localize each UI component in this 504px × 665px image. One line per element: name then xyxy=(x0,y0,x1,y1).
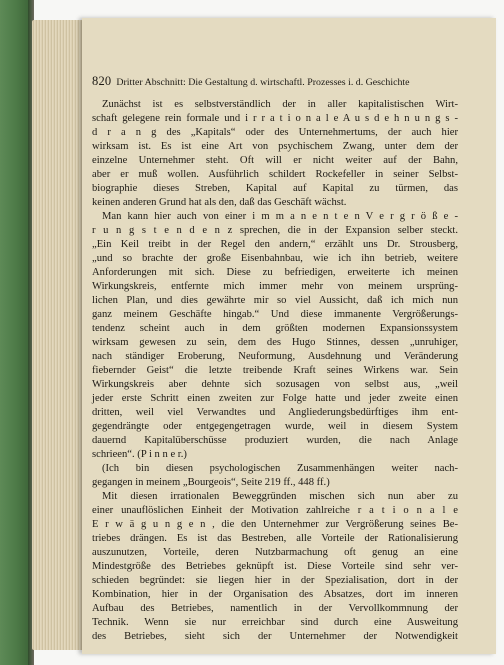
page-header xyxy=(92,74,491,89)
text-line: dauernd Kapitalüberschüsse produziert wurden, die nach Anlage xyxy=(92,435,458,446)
text-line: ganz meinem Geschäfte hingab.“ Und diese immanente Vergrößerungs- xyxy=(92,309,458,320)
text-line: (Ich bin diesen psychologischen Zusammenhängen weiter nach- xyxy=(102,463,458,474)
text-line: wirksam gewesen zu sein, dem des Hugo Stinnes, dessen „unruhiger, xyxy=(92,337,458,348)
text-line: auszunutzen, Vorteile, deren Nutzbarmachung oft genug an eine xyxy=(92,547,458,558)
text-line: Wirkungskreis, entfernte mich immer mehr von meinem ursprüng- xyxy=(92,281,458,292)
text-line: aber er muß wollen. Ausführlich schildert Rockefeller in seiner Selbst- xyxy=(92,169,458,180)
text-line: schaft gelegene rein formale und i r r a t i o n a l e A u s d e h n u n g s - xyxy=(92,113,458,124)
book-cover-green xyxy=(0,0,30,665)
text-line: biographie dieses Streben, Kapital auf Kapital zu türmen, das xyxy=(92,183,458,194)
text-line: dritten, weil viel Verwandtes und Angliederungsbedürftiges ihm ent- xyxy=(92,407,458,418)
text-line: d r a n g des „Kapitals“ oder des Unternehmertums, der auch hier xyxy=(92,127,458,138)
text-line: Aufbau des Betriebes, namentlich in der Vervollkommnung der xyxy=(92,603,458,614)
text-line: Wirkungskreis aber dehnte sich sozusagen von selbst aus, „weil xyxy=(92,379,458,390)
text-line: wirksam ist. Es ist eine Art von psychischem Zwang, unter dem der xyxy=(92,141,458,152)
text-line: des Betriebes, sieht sich der Unternehmer der Notwendigkeit xyxy=(92,631,458,642)
text-line: „und so brachte der große Eisenbahnbau, wie ich ihn betrieb, weitere xyxy=(92,253,458,264)
text-line: gegangen in meinem „Bourgeois“, Seite 219 ff., 448 ff.) xyxy=(92,477,330,488)
page-text xyxy=(92,0,491,665)
text-line: schieden begründet: sie liegen hier in der Spezialisation, dort in der xyxy=(92,575,458,586)
text-line: Kombination, hier in der Organisation des Absatzes, dort im inneren xyxy=(92,589,458,600)
text-line: Zunächst ist es selbstverständlich der in aller kapitalistischen Wirt- xyxy=(102,99,458,110)
text-line: keinen anderen Grund hat als den, daß das Geschäft wächst. xyxy=(92,197,347,208)
text-line: einer unauflöslichen Einheit der Motivation zahlreiche r a t i o n a l e xyxy=(92,505,458,516)
running-head: Dritter Abschnitt: Die Gestaltung d. wirtschaftl. Prozesses i. d. Geschichte xyxy=(116,77,410,88)
text-line: triebes drängen. Es ist das Bestreben, alle Vorteile der Rationalisierung xyxy=(92,533,458,544)
text-line: Technik. Wenn sie nur erreichbar sind durch eine Ausweitung xyxy=(92,617,458,628)
text-line: Mit diesen irrationalen Beweggründen mischen sich nun aber zu xyxy=(102,491,458,502)
text-line: E r w ä g u n g e n , die den Unternehmer zur Vergrößerung seines Be- xyxy=(92,519,458,530)
text-line: Anforderungen mit sich. Diese zu befriedigen, erweiterte ich meinen xyxy=(92,267,458,278)
text-line: r u n g s t e n d e n z sprechen, die in der Expansion selber steckt. xyxy=(92,225,458,236)
text-line: tendenz scheint auch in dem größten modernen Expansionssystem xyxy=(92,323,458,334)
text-line: Mindestgröße des Betriebes geknüpft ist. Diese Vorteile sind sehr ver- xyxy=(92,561,458,572)
text-line: schrieen“. (P i n n e r.) xyxy=(92,449,187,460)
text-line: nach ständiger Eroberung, Neuformung, Ausdehnung und Veränderung xyxy=(92,351,458,362)
text-line: jeder erste Schritt einen zweiten zur Folge hatte und jeder zweite einen xyxy=(92,393,458,404)
page-number: 820 xyxy=(92,74,112,88)
text-line: fiebernder Geist“ die letzte treibende Kraft seines Wirkens war. Sein xyxy=(92,365,458,376)
text-line: Man kann hier auch von einer i m m a n e n t e n V e r g r ö ß e - xyxy=(102,211,458,222)
text-line: „Ein Keil treibt in der Regel den andern,“ erzählt uns Dr. Strousberg, xyxy=(92,239,458,250)
text-line: einzelne Unternehmer steht. Oft will er nicht weiter auf der Bahn, xyxy=(92,155,458,166)
text-line: lichen Plan, und dies gewährte mir so viel Aussicht, daß ich mich nun xyxy=(92,295,458,306)
text-line: gegendrängte oder entgegengetragen wurde, weil in diesem System xyxy=(92,421,458,432)
